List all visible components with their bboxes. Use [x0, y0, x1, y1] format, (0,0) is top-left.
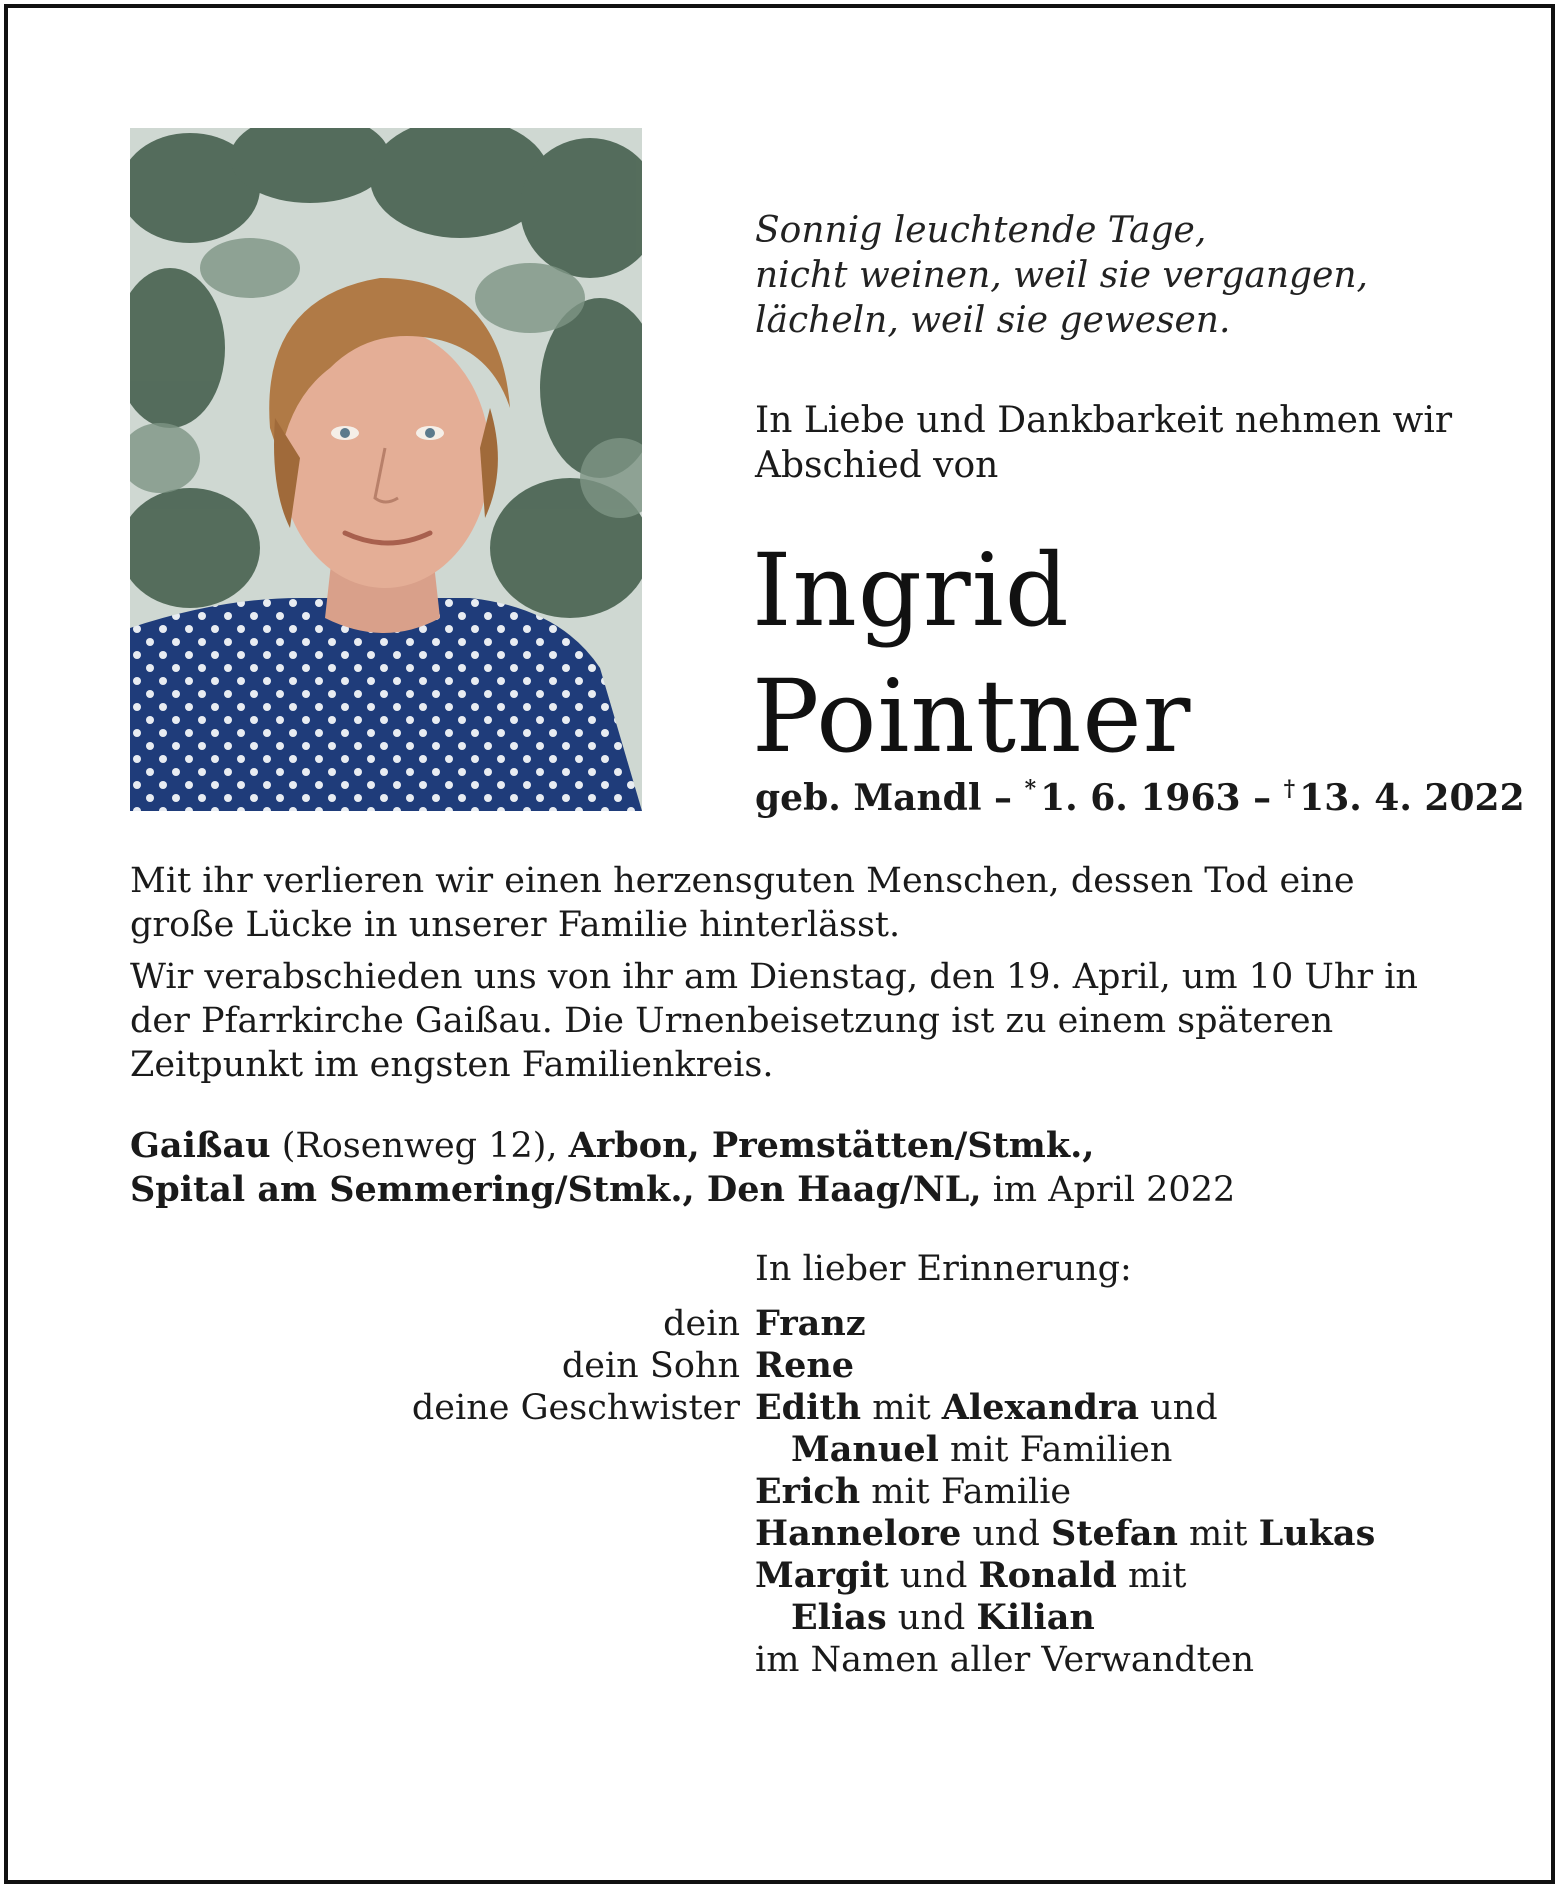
date-separator: – — [981, 777, 1025, 819]
mourner-name: Kilian — [976, 1597, 1095, 1638]
family-locations — [130, 1124, 1235, 1212]
mourner-name: Stefan — [1051, 1513, 1178, 1554]
location: Spital am Semmering/Stmk., Den Haag/NL, — [130, 1169, 982, 1210]
connector: und — [888, 1556, 979, 1596]
death-mark: † — [1283, 776, 1296, 802]
closing-line: im Namen aller Verwandten — [755, 1640, 1254, 1680]
notice-body — [130, 859, 1440, 1095]
mourner-name: Alexandra — [941, 1387, 1140, 1428]
poem-line: nicht weinen, weil sie vergangen, — [755, 255, 1369, 296]
mourner-name: Franz — [755, 1303, 866, 1344]
relation-label: dein — [663, 1304, 740, 1344]
last-name: Pointner — [752, 658, 1192, 775]
mourner-name: Rene — [755, 1345, 855, 1386]
connector: und — [886, 1598, 977, 1638]
poem-line: Sonnig leuchtende Tage, — [755, 210, 1207, 251]
intro-line: In Liebe und Dankbarkeit nehmen wir — [755, 400, 1453, 441]
connector: mit — [1116, 1556, 1187, 1596]
notice-date: im April 2022 — [981, 1170, 1236, 1210]
body-paragraph: Mit ihr verlieren wir einen herzensguten Menschen, dessen Tod eine große Lücke in unserer Familie hinterlässt. — [130, 861, 1355, 945]
first-name: Ingrid — [752, 532, 1070, 649]
location-detail: (Rosenweg 12), — [270, 1126, 569, 1166]
birth-date: 1. 6. 1963 — [1040, 777, 1241, 819]
relation-label: dein Sohn — [561, 1346, 740, 1386]
mourner-name: Erich — [755, 1471, 861, 1512]
date-separator: – — [1240, 777, 1284, 819]
intro-line: Abschied von — [755, 445, 999, 486]
mourner-name: Elias — [791, 1597, 887, 1638]
mourner-name: Edith — [755, 1387, 862, 1428]
mourner-name: Manuel — [791, 1429, 939, 1470]
mourners-heading: In lieber Erinnerung: — [755, 1249, 1132, 1289]
connector: mit Familien — [938, 1430, 1173, 1470]
birth-mark: * — [1024, 776, 1037, 802]
death-date: 13. 4. 2022 — [1299, 777, 1525, 819]
connector: und — [961, 1514, 1052, 1554]
mourner-name: Lukas — [1258, 1513, 1376, 1554]
mourner-name: Ronald — [978, 1555, 1117, 1596]
life-dates — [755, 776, 1525, 819]
deceased-name — [752, 528, 1191, 780]
mourner-name: Margit — [755, 1555, 889, 1596]
location: Arbon, Premstätten/Stmk., — [568, 1125, 1095, 1166]
poem — [755, 208, 1368, 343]
maiden-name: geb. Mandl — [755, 777, 982, 819]
portrait-photo — [130, 128, 642, 811]
body-paragraph: Wir verabschieden uns von ihr am Dienstag, den 19. April, um 10 Uhr in der Pfarrkirche Gaißau. Die Urnenbeisetzung ist zu einem späteren Zeitpunkt im engsten Familienkreis. — [130, 957, 1418, 1085]
portrait-illustration — [130, 128, 642, 811]
mourner-name: Hannelore — [755, 1513, 962, 1554]
connector: und — [1139, 1388, 1218, 1428]
farewell-intro — [755, 398, 1455, 488]
location: Gaißau — [130, 1125, 271, 1166]
connector: mit — [861, 1388, 942, 1428]
connector: mit — [1177, 1514, 1259, 1554]
poem-line: lächeln, weil sie gewesen. — [755, 300, 1231, 341]
connector: mit Familie — [860, 1472, 1072, 1512]
relation-label: deine Geschwister — [411, 1388, 740, 1428]
